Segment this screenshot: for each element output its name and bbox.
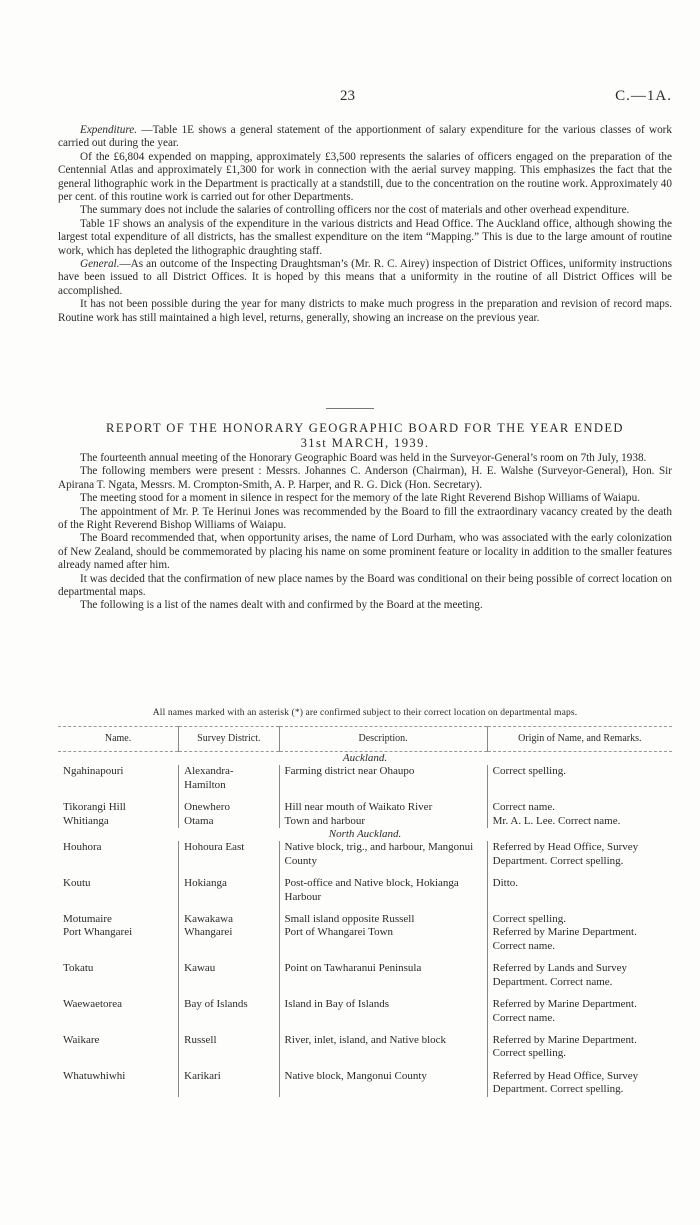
cell-remarks: Correct spelling.: [487, 765, 672, 801]
asterisk-note: All names marked with an asterisk (*) are confirmed subject to their correct location on departmental maps.: [152, 707, 578, 718]
paragraph: Table 1F shows an analysis of the expenditure in the various districts and Head Office. The Auckland office, although showing the largest total expenditure of all districts, has the smallest expenditure on the item “Mapping.” This is due to the large amount of routine work, which has depleted the lithographic draughting staff.: [58, 217, 672, 257]
expenditure-section: [58, 124, 672, 325]
cell-name: Whatuwhiwhi: [63, 1069, 126, 1082]
cell-name: Port Whangarei: [63, 926, 133, 939]
column-header-name: Name.: [58, 727, 179, 752]
paragraph: Of the £6,804 expended on mapping, approximately £3,500 represents the salaries of officers engaged on the preparation of the Centennial Atlas and approximately £1,300 for work in connection with the aerial survey mapping. This emphasizes the fact that the general lithographic work in the Department is practically at a standstill, due to the concentration on the routine work. Approximately 40 per cent. of this routine work is carried out for other Departments.: [58, 150, 672, 204]
cell-remarks: Referred by Marine Department. Correct name.: [487, 926, 672, 962]
cell-description: Farming district near Ohaupo: [279, 765, 487, 801]
paragraph: It was decided that the confirmation of new place names by the Board was conditional on their being possible of correct location on departmental maps.: [58, 572, 672, 599]
table-row: [58, 841, 672, 877]
cell-description: River, inlet, island, and Native block: [279, 1034, 487, 1070]
table-row: [58, 765, 672, 801]
page-number: 23: [340, 88, 355, 104]
cell-name: Koutu: [63, 877, 91, 890]
cell-name: Houhora: [63, 841, 102, 854]
paragraph: The following members were present : Messrs. Johannes C. Anderson (Chairman), H. E. Walshe (Surveyor-General), Hon. Sir Apirana T. Ngata, Messrs. M. Crompton-Smith, A. P. Harper, and R. G. Dick (Hon. Secretary).: [58, 465, 672, 491]
cell-district: Hohoura East: [179, 841, 279, 877]
column-header-district: Survey District.: [179, 727, 279, 752]
report-title: [58, 421, 672, 451]
cell-remarks: Mr. A. L. Lee. Correct name.: [487, 815, 672, 828]
paragraph: General.—As an outcome of the Inspecting Draughtsman’s (Mr. R. C. Airey) inspection of District Offices, uniformity instructions have been issued to all District Offices. It is hoped by this means that a uniformity in the routine of all District Offices will be accomplished.: [58, 258, 672, 297]
column-header-origin: Origin of Name, and Remarks.: [487, 727, 672, 752]
cell-name: Motumaire: [63, 913, 112, 926]
cell-remarks: Referred by Marine Department. Correct spelling.: [487, 1034, 672, 1070]
region-heading-row: [58, 828, 672, 841]
cell-name: Tikorangi Hill: [63, 801, 126, 814]
cell-district: Karikari: [179, 1070, 279, 1097]
cell-description: Native block, trig., and harbour, Mangonui County: [279, 841, 487, 877]
cell-remarks: Referred by Head Office, Survey Department. Correct spelling.: [487, 841, 672, 877]
cell-remarks: Correct spelling.: [487, 913, 672, 926]
region-heading-row: [58, 752, 672, 766]
cell-description: Native block, Mangonui County: [279, 1070, 487, 1097]
cell-district: Bay of Islands: [179, 998, 279, 1034]
table-row: [58, 801, 672, 814]
section-divider: [326, 408, 374, 409]
cell-remarks: Referred by Lands and Survey Department. Correct name.: [487, 962, 672, 998]
cell-description: Hill near mouth of Waikato River: [279, 801, 487, 814]
page-header: [58, 88, 672, 108]
document-reference: C.—1A.: [615, 88, 672, 104]
cell-description: Island in Bay of Islands: [279, 998, 487, 1034]
cell-description: Post-office and Native block, Hokianga Harbour: [279, 877, 487, 913]
cell-district: Onewhero: [179, 801, 279, 814]
table-row: [58, 815, 672, 828]
cell-name: Waikare: [63, 1033, 100, 1046]
region-heading: Auckland.: [342, 752, 388, 764]
cell-remarks: Referred by Marine Department. Correct name.: [487, 998, 672, 1034]
table-row: [58, 1034, 672, 1070]
cell-description: Point on Tawharanui Peninsula: [279, 962, 487, 998]
cell-remarks: Ditto.: [487, 877, 672, 913]
region-heading: North Auckland.: [328, 828, 402, 841]
paragraph: The summary does not include the salaries of controlling officers nor the cost of materials and other overhead expenditure.: [80, 204, 630, 217]
paragraph: The fourteenth annual meeting of the Honorary Geographic Board was held in the Surveyor-General’s room on 7th July, 1938.: [80, 452, 647, 464]
table-row: [58, 926, 672, 962]
cell-district: Hokianga: [179, 877, 279, 913]
table-row: [58, 877, 672, 913]
cell-name: Waewaetorea: [63, 998, 122, 1011]
cell-district: Kawakawa: [179, 913, 279, 926]
column-header-description: Description.: [279, 727, 487, 752]
cell-remarks: Referred by Head Office, Survey Department. Correct spelling.: [487, 1070, 672, 1097]
paragraph: The following is a list of the names dealt with and confirmed by the Board at the meeting.: [80, 599, 483, 612]
report-title-line: REPORT OF THE HONORARY GEOGRAPHIC BOARD FOR THE YEAR ENDED: [106, 421, 624, 435]
place-names-table: [58, 726, 672, 1097]
paragraph: The Board recommended that, when opportunity arises, the name of Lord Durham, who was associated with the early colonization of New Zealand, should be commemorated by placing his name on some prominent feature or locality in addition to the smaller features already named after him.: [58, 532, 672, 572]
cell-district: Alexandra-Hamilton: [179, 765, 279, 801]
table-row: [58, 962, 672, 998]
cell-description: Small island opposite Russell: [279, 913, 487, 926]
table-row: [58, 998, 672, 1034]
cell-name: Ngahinapouri: [63, 765, 124, 778]
cell-district: Whangarei: [179, 926, 279, 962]
cell-description: Town and harbour: [279, 815, 487, 828]
cell-district: Otama: [179, 815, 279, 828]
report-title-line: 31st MARCH, 1939.: [300, 436, 430, 450]
paragraph: The meeting stood for a moment in silence in respect for the memory of the late Right Reverend Bishop Williams of Waiapu.: [80, 492, 640, 505]
report-body: [58, 452, 672, 613]
cell-remarks: Correct name.: [487, 801, 672, 814]
table-header-row: [58, 727, 672, 752]
cell-name: Tokatu: [63, 962, 94, 975]
paragraph: Expenditure. —Table 1E shows a general statement of the apportionment of salary expenditure for the various classes of work carried out during the year.: [58, 124, 672, 150]
paragraph: It has not been possible during the year for many districts to make much progress in the preparation and revision of record maps. Routine work has still maintained a high level, returns, generally, showing an increase on the previous year.: [58, 298, 672, 324]
cell-name: Whitianga: [63, 814, 109, 827]
paragraph: The appointment of Mr. P. Te Herinui Jones was recommended by the Board to fill the extraordinary vacancy created by the death of the Right Reverend Bishop Williams of Waiapu.: [58, 505, 672, 532]
cell-district: Kawau: [179, 962, 279, 998]
cell-description: Port of Whangarei Town: [279, 926, 487, 962]
table-row: [58, 913, 672, 926]
table-row: [58, 1070, 672, 1097]
cell-district: Russell: [179, 1034, 279, 1070]
